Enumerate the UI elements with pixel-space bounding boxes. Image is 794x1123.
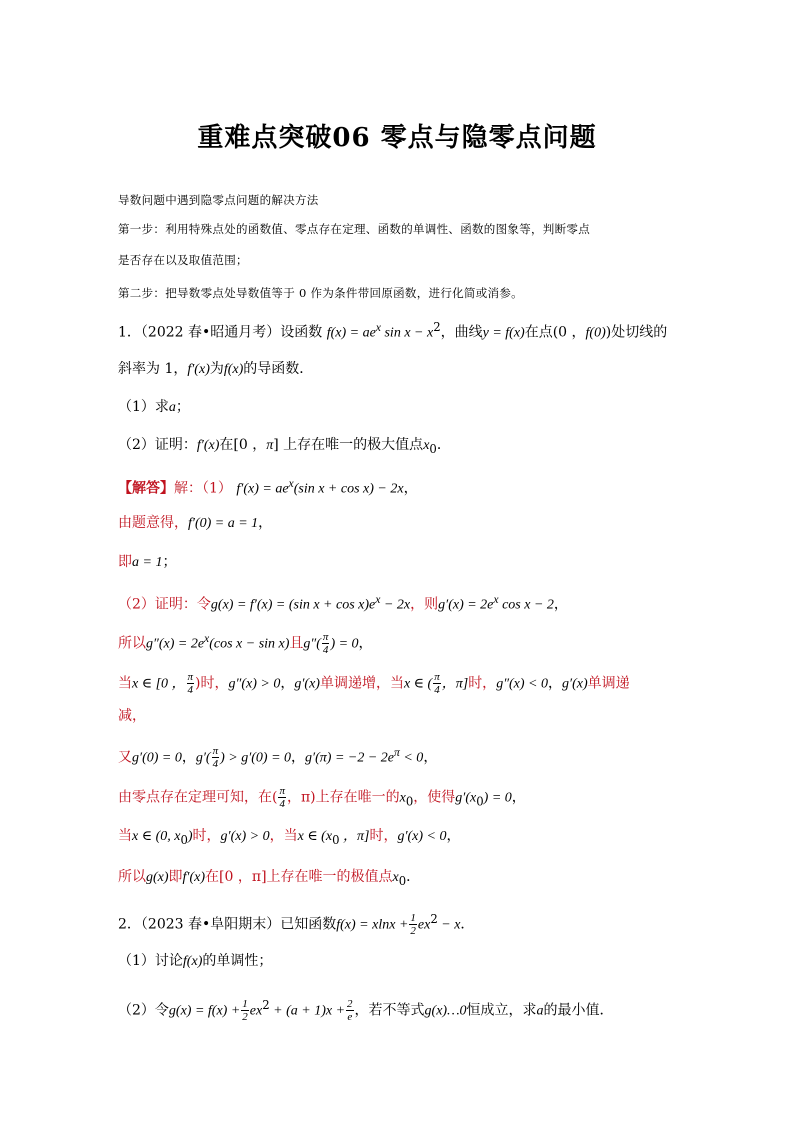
- solution1-line4: （2）证明：令g(x) = f′(x) = (sin $x + \cos x)e^x - 2x$，则$g'(x) = 2e^x$ cos x − 2，: [118, 593, 568, 613]
- problem1-stem-line2: 斜率为 1，f′(x)为f(x)的导函数．: [118, 361, 314, 377]
- intro-step1-line2: 是否存在以及取值范围；: [118, 253, 248, 267]
- solution1-line7: 减，: [118, 708, 146, 724]
- intro-step1-line1: 第一步：利用特殊点处的函数值、零点存在定理、函数的单调性、函数的图象等，判断零点: [118, 222, 590, 236]
- page-title: 重难点突破06 零点与隐零点问题: [197, 123, 597, 153]
- fraction: $\frac{2}{e}$: [347, 998, 353, 1024]
- problem1-question1: （1）求a；: [118, 399, 190, 415]
- solution1-line9: 由零点存在定理可知，在( $\frac{\pi}{4}$ ，π)上存在唯一的$x_0$，使得$g'(x_0) = 0$，: [118, 785, 526, 810]
- solution1-line11: 所以g(x)即f′(x)在[0 ，π]上存在唯一的极值点$x_0$．: [118, 869, 421, 888]
- solution1-line3: 即a = 1；: [118, 554, 177, 570]
- fraction: $\frac{\pi}{4}$: [322, 631, 329, 657]
- problem2-stem: 2．（2023 春•阜阳期末）已知函数f(x) = xlnx + $\frac{1}{2}$ $ex^2 - x$．: [118, 912, 475, 938]
- solution1-line2: 由题意得，f′(0) = a = 1，: [118, 515, 273, 531]
- intro-step2: 第二步：把导数零点处导数值等于 0 作为条件带回原函数，进行化简或消参。: [118, 286, 523, 300]
- fraction: $\frac{\pi}{4}$: [434, 671, 440, 696]
- problem1-stem-line1: 1．（2022 春•昭通月考）设函数 $f(x) = ae^x$ $\sin x - x^2$，曲线y = f(x)在点(0 ，f(0))处切线的: [118, 320, 668, 341]
- fraction: $\frac{\pi}{4}$: [212, 745, 219, 771]
- fraction: $\frac{\pi}{4}$: [187, 671, 194, 696]
- fraction: $\frac{1}{2}$: [410, 912, 416, 938]
- problem1-question2: （2）证明：f′(x)在[0 ，π] 上存在唯一的极大值点$x_0$．: [118, 437, 451, 456]
- solution1-line6: 当x ∈ [0 ， $\frac{\pi}{4}$ )时，g″(x) > 0，g′(x)单调递增，当x ∈ ( $\frac{\pi}{4}$ ，π]时，g″(x) < 0，g′(x)单调递: [118, 671, 630, 696]
- solution1-line8: 又g′(0) = 0，g′( $\frac{\pi}{4}$ ) > g′(0) = 0，$g'(\pi) = -2 - 2e^\pi < 0$，: [118, 745, 438, 771]
- answer-tag: 【解答】: [118, 480, 174, 497]
- problem2-question1: （1）讨论f(x)的单调性；: [118, 953, 273, 969]
- intro-heading: 导数问题中遇到隐零点问题的解决方法: [118, 193, 319, 207]
- problem2-question2: （2）令g(x) = f(x) + $\frac{1}{2}$ $ex^2 + (a + 1)x$ + $\frac{2}{e}$ ，若不等式g(x)…0恒成立，求a的最小值．: [118, 998, 614, 1024]
- fraction: $\frac{\pi}{4}$: [279, 785, 285, 810]
- solution1-line10: 当x ∈ (0, $x_0$)时，g′(x) > 0，当x ∈ ($x_0$ ，π]时，g′(x) < 0，: [118, 828, 461, 847]
- fraction: $\frac{1}{2}$: [242, 998, 248, 1024]
- solution1-line1: 【解答】解：（1） $f'(x) = ae^x(\sin$ x + cos x) − 2x，: [118, 477, 418, 497]
- solution1-line5: 所以$g''(x) = 2e^x(\cos$ x − sin x)且g″( $\frac{\pi}{4}$ ) = 0，: [118, 631, 373, 657]
